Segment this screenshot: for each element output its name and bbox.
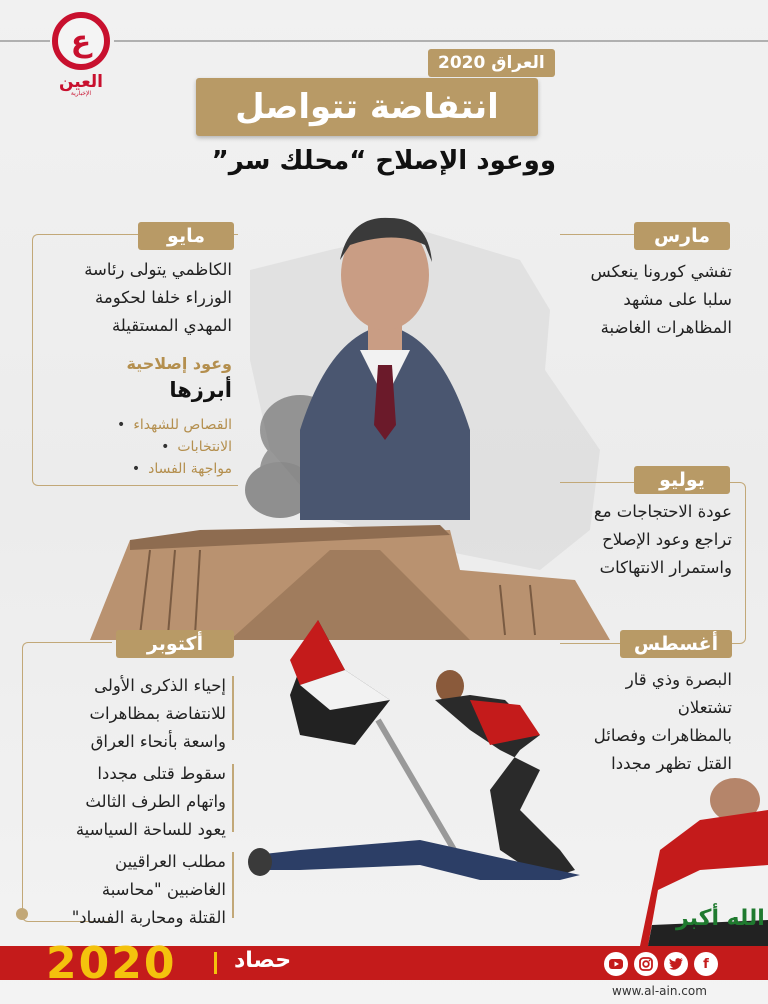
october-block-2 [34,760,226,844]
facebook-icon[interactable]: f [694,952,718,976]
reforms-list [40,414,232,480]
page-title: انتفاضة تتواصل [196,78,538,136]
logo-wordmark: العين [58,72,104,92]
footer-word: حصاد [234,948,292,973]
october-block-1 [34,672,226,756]
protest-scene [248,620,580,880]
july-line: تراجع وعود الإصلاح [602,530,732,549]
october-block-3 [34,848,226,932]
flag-inscription: الله أكبر [676,906,765,931]
page-subtitle: ووعود الإصلاح “محلك سر” [211,146,556,176]
october-bar-2 [232,764,234,832]
footer-year: 2020 [46,938,177,989]
may-tag: مايو [138,222,234,250]
july-line: واستمرار الانتهاكات [599,558,732,577]
footer-separator [214,952,217,974]
october-line: القتلة ومحاربة الفساد" [71,908,226,927]
list-item: الانتخابات • [40,436,232,458]
brand-logo[interactable] [52,12,110,70]
october-line: يعود للساحة السياسية [75,820,226,839]
reforms-label: وعود إصلاحية [126,354,232,373]
list-item: مواجهة الفساد • [40,458,232,480]
reforms-heading: أبرزها [169,378,232,402]
october-line: الغاضبين "محاسبة [101,880,226,899]
october-line: مطلب العراقيين [115,852,226,871]
logo-glyph: ع [70,23,92,59]
october-line: واتهام الطرف الثالث [85,792,226,811]
august-line: بالمظاهرات وفصائل [593,726,732,745]
october-line: سقوط قتلى مجددا [97,764,226,783]
may-line: المهدي المستقيلة [111,316,232,335]
march-line: سلبا على مشهد [623,290,732,309]
logo-subtitle: الإخبارية [70,90,92,97]
website-link[interactable]: www.al-ain.com [612,984,707,998]
august-line: البصرة وذي قار [625,670,732,689]
may-frame-bottom [182,485,238,486]
march-text [524,258,732,342]
youtube-icon[interactable] [604,952,628,976]
october-line: إحياء الذكرى الأولى [94,676,226,695]
august-line: تشتعلان [677,698,732,717]
july-line: عودة الاحتجاجات مع [593,502,732,521]
october-line: للانتفاضة بمظاهرات [89,704,226,723]
may-text [40,256,232,340]
timeline-dot [16,908,28,920]
october-bar-1 [232,676,234,740]
instagram-icon[interactable] [634,952,658,976]
august-tag: أغسطس [620,630,732,658]
march-tag: مارس [634,222,730,250]
august-text [540,666,732,778]
may-line: الكاظمي يتولى رئاسة [84,260,232,279]
twitter-icon[interactable] [664,952,688,976]
march-line: تفشي كورونا ينعكس [590,262,732,281]
october-tag: أكتوبر [116,630,234,658]
list-item: القصاص للشهداء • [40,414,232,436]
july-text [524,498,732,582]
august-line: القتل تظهر مجددا [611,754,732,773]
year-tag: العراق 2020 [428,49,555,77]
july-tag: يوليو [634,466,730,494]
march-line: المظاهرات الغاضبة [600,318,732,337]
october-line: واسعة بأنحاء العراق [90,732,226,751]
may-line: الوزراء خلفا لحكومة [95,288,232,307]
header-rule-right [114,40,768,42]
october-bar-3 [232,852,234,918]
header-rule-left [0,40,50,42]
